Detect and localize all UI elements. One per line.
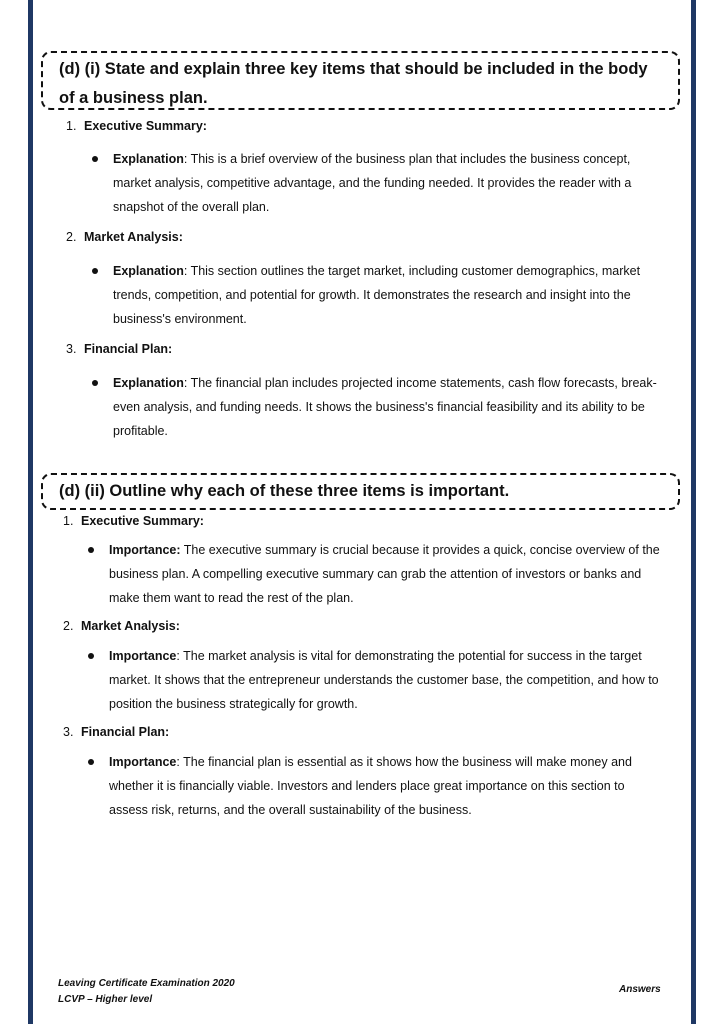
s1-item-1-bullet: Explanation: This is a brief overview of the business plan that includes the business concept, market analysis, competitive advantage, and the funding needed. It provides the reader with a snapshot of the overall plan. bbox=[92, 147, 662, 219]
bullet-dot-icon bbox=[92, 268, 98, 274]
s2-item-1-title: 1. Executive Summary: bbox=[63, 514, 204, 528]
s1-item-1-title: 1. Executive Summary: bbox=[66, 119, 207, 133]
s2-item-2-title: 2. Market Analysis: bbox=[63, 619, 180, 633]
question-d-ii-text: (d) (ii) Outline why each of these three items is important. bbox=[59, 482, 510, 500]
bullet-dot-icon bbox=[92, 156, 98, 162]
s1-item-2-title: 2. Market Analysis: bbox=[66, 230, 183, 244]
bullet-dot-icon bbox=[88, 653, 94, 659]
footer-exam-level: LCVP – Higher level bbox=[58, 994, 153, 1005]
bullet-dot-icon bbox=[92, 380, 98, 386]
s1-item-3-bullet: Explanation: The financial plan includes projected income statements, cash flow forecasts, break-even analysis, and funding needs. It shows the business's financial feasibility and its ability to be profitable. bbox=[92, 371, 662, 443]
question-d-i bbox=[41, 51, 680, 110]
s1-item-3-title: 3. Financial Plan: bbox=[66, 342, 173, 356]
s2-item-3-title: 3. Financial Plan: bbox=[63, 725, 170, 739]
s2-item-3-bullet: Importance: The financial plan is essential as it shows how the business will make money and whether it is financially viable. Investors and lenders place great importance on this section to assess risk, returns, and the overall sustainability of the business. bbox=[88, 750, 660, 822]
bullet-dot-icon bbox=[88, 547, 94, 553]
question-d-ii bbox=[41, 473, 680, 510]
s2-item-2-bullet: Importance: The market analysis is vital for demonstrating the potential for success in the target market. It shows that the entrepreneur understands the customer base, the competition, and how to position the business strategically for growth. bbox=[88, 644, 660, 716]
bullet-dot-icon bbox=[88, 759, 94, 765]
question-d-i-text: (d) (i) State and explain three key items that should be included in the body of a business plan. bbox=[59, 60, 648, 107]
s1-item-2-bullet: Explanation: This section outlines the target market, including customer demographics, market trends, competition, and potential for growth. It demonstrates the research and insight into the business's environment. bbox=[92, 259, 662, 331]
footer-exam-title: Leaving Certificate Examination 2020 bbox=[58, 978, 235, 989]
page-border-left bbox=[28, 0, 33, 1024]
page-border-right bbox=[691, 0, 696, 1024]
footer-answers-label: Answers bbox=[619, 984, 661, 995]
s2-item-1-bullet: Importance: The executive summary is crucial because it provides a quick, concise overview of the business plan. A compelling executive summary can grab the attention of investors or banks and make them want to read the rest of the plan. bbox=[88, 538, 660, 610]
footer-exam-info bbox=[58, 976, 235, 1008]
